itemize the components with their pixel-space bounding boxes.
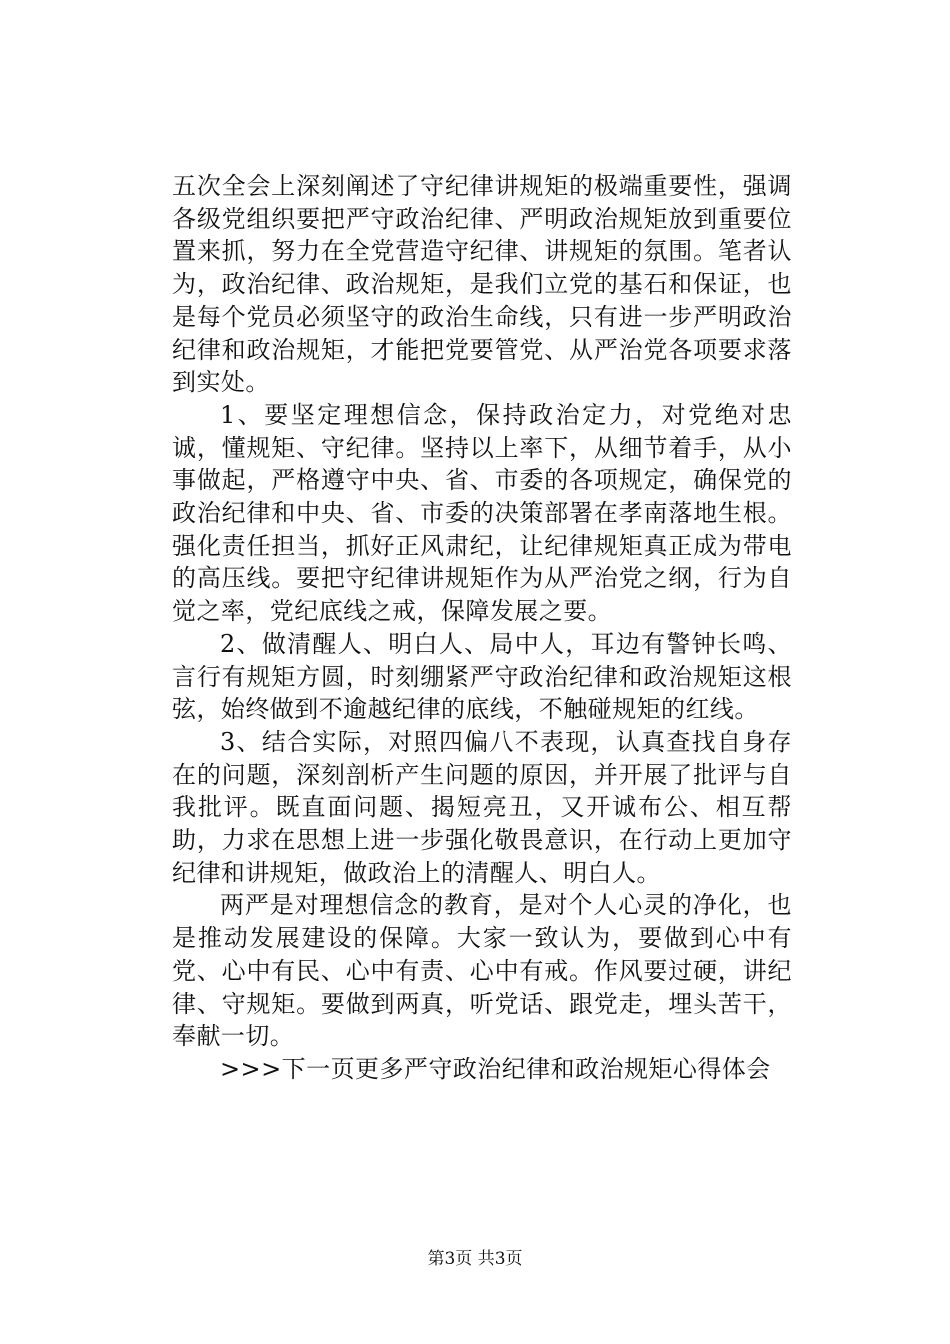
paragraph-continuation: 五次全会上深刻阐述了守纪律讲规矩的极端重要性，强调各级党组织要把严守政治纪律、严明政治规矩放到重要位置来抓，努力在全党营造守纪律、讲规矩的氛围。笔者认为，政治纪律、政治规矩，是我们立党的基石和保证，也是每个党员必须坚守的政治生命线，只有进一步严明政治纪律和政治规矩，才能把党要管党、从严治党各项要求落到实处。 [172,172,792,397]
next-page-link[interactable]: >>>下一页更多严守政治纪律和政治规矩心得体会 [220,1054,771,1083]
paragraph-summary: 两严是对理想信念的教育，是对个人心灵的净化，也是推动发展建设的保障。大家一致认为，要做到心中有党、心中有民、心中有责、心中有戒。作风要过硬，讲纪律、守规矩。要做到两真，听党话、跟党走，埋头苦干，奉献一切。 [172,891,792,1051]
paragraph-point-2: 2、做清醒人、明白人、局中人，耳边有警钟长鸣、言行有规矩方圆，时刻绷紧严守政治纪律和政治规矩这根弦，始终做到不逾越纪律的底线，不触碰规矩的红线。 [172,629,792,724]
paragraph-point-1: 1、要坚定理想信念，保持政治定力，对党绝对忠诚，懂规矩、守纪律。坚持以上率下，从细节着手，从小事做起，严格遵守中央、省、市委的各项规定，确保党的政治纪律和中央、省、市委的决策部署在孝南落地生根。强化责任担当，抓好正风肃纪，让纪律规矩真正成为带电的高压线。要把守纪律讲规矩作为从严治党之纲，行为自觉之率，党纪底线之戒，保障发展之要。 [172,400,792,626]
paragraph-point-3: 3、结合实际，对照四偏八不表现，认真查找自身存在的问题，深刻剖析产生问题的原因，并开展了批评与自我批评。既直面问题、揭短亮丑，又开诚布公、相互帮助，力求在思想上进一步强化敬畏意识，在行动上更加守纪律和讲规矩，做政治上的清醒人、明白人。 [172,727,792,887]
document-body [172,170,792,1086]
page-number-footer: 第3页 共3页 [427,1249,523,1269]
